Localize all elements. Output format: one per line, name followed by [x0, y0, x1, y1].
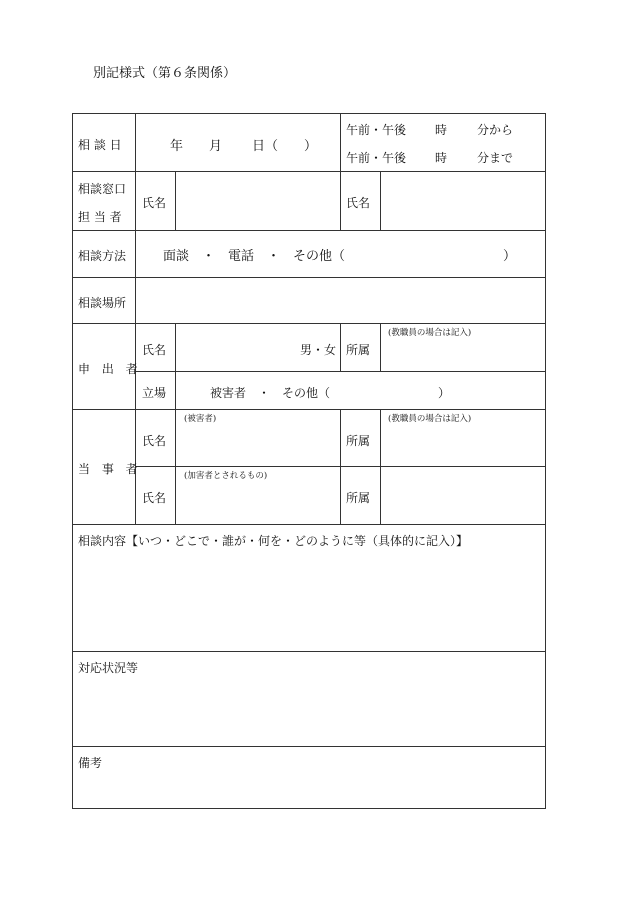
perpetrator-note: (加害者とされるもの) [184, 471, 268, 481]
time-to-hour: 時 [435, 151, 448, 165]
date-label: 相 談 日 [78, 138, 122, 152]
parties-name-label-1: 氏名 [142, 434, 167, 448]
applicant-name-label: 氏名 [142, 343, 167, 357]
time-from-hour: 時 [435, 123, 448, 137]
page-title: 別記様式（第６条関係） [93, 66, 237, 81]
parties-name-label-2: 氏名 [142, 491, 167, 505]
applicant-position-label: 立場 [142, 386, 167, 400]
parties-affiliation-label-1: 所属 [346, 434, 371, 448]
applicant-affiliation-note: (教職員の場合は記入) [388, 328, 472, 338]
parties-label: 当 事 者 [78, 462, 142, 476]
day-label: 日（ ） [252, 139, 318, 154]
time-to-minute: 分まで [477, 151, 514, 165]
applicant-label: 申 出 者 [78, 362, 142, 376]
parties-affiliation-label-2: 所属 [346, 491, 371, 505]
applicant-position-options: 被害者 ・ その他（ [210, 386, 331, 400]
year-label: 年 [170, 139, 184, 154]
victim-note: (被害者) [184, 414, 217, 424]
month-label: 月 [209, 139, 223, 154]
applicant-affiliation-label: 所属 [346, 343, 371, 357]
time-from-minute: 分から [477, 123, 514, 137]
remarks-label: 備考 [78, 756, 103, 770]
applicant-gender: 男・女 [300, 343, 337, 357]
method-close-paren: ） [503, 249, 517, 264]
time-to-ampm: 午前・午後 [346, 151, 407, 165]
place-label: 相談場所 [78, 296, 127, 310]
method-label: 相談方法 [78, 249, 127, 263]
staff-name-label-2: 氏名 [346, 196, 371, 210]
staff-name-label-1: 氏名 [142, 196, 167, 210]
response-label: 対応状況等 [78, 661, 139, 675]
content-label: 相談内容【いつ・どこで・誰が・何を・どのように等（具体的に記入）】 [78, 534, 469, 548]
staff-label-line2: 担 当 者 [78, 210, 122, 224]
parties-affiliation-note: (教職員の場合は記入) [388, 414, 472, 424]
method-options: 面談 ・ 電話 ・ その他（ [163, 249, 346, 264]
applicant-position-close: ） [438, 386, 451, 400]
staff-label-line1: 相談窓口 [78, 182, 127, 196]
time-from-ampm: 午前・午後 [346, 123, 407, 137]
